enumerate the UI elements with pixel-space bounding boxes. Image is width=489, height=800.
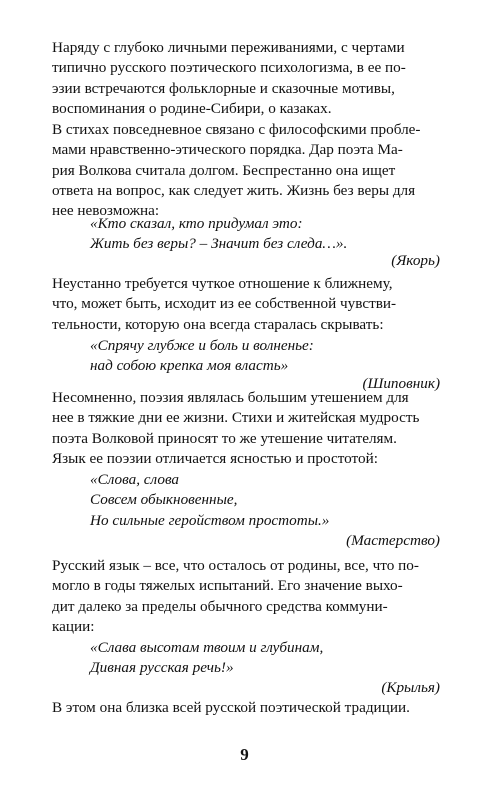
- quote-3: [90, 470, 329, 531]
- quote-2: [90, 336, 314, 377]
- text-line: Язык ее поэзии отличается ясностью и простотой:: [52, 449, 378, 467]
- text-line: Несомненно, поэзия являлась большим утешением для: [52, 389, 409, 406]
- paragraph-6: [52, 698, 440, 718]
- quote-line: Жить без веры? – Значит без следа…».: [90, 235, 348, 253]
- quote-line: над собою крепка моя власть»: [90, 357, 289, 375]
- text-line: что, может быть, исходит из ее собственной чувстви-: [52, 295, 397, 313]
- text-line: В этом она близка всей русской поэтической традиции.: [52, 699, 410, 716]
- text-line: воспоминания о родине-Сибири, о казаках.: [52, 99, 332, 117]
- text-line: Наряду с глубоко личными переживаниями, с чертами: [52, 39, 405, 56]
- text-line: мами нравственно-этического порядка. Дар поэта Ма-: [52, 141, 403, 159]
- quote-line: Совсем обыкновенные,: [90, 491, 238, 509]
- text-line: кации:: [52, 617, 95, 635]
- quote-source-1: (Якорь): [391, 252, 440, 269]
- quote-line: «Слова, слова: [90, 471, 180, 488]
- paragraph-2: [52, 120, 440, 221]
- page-number: 9: [240, 745, 249, 764]
- quote-source-3: (Мастерство): [346, 532, 440, 549]
- paragraph-5: [52, 556, 440, 637]
- text-line: нее в тяжкие дни ее жизни. Стихи и житейская мудрость: [52, 409, 420, 427]
- text-line: рия Волкова считала долгом. Беспрестанно она ищет: [52, 161, 396, 179]
- quote-line: Но сильные геройством простоты.»: [90, 511, 330, 529]
- text-line: типично русского поэтического психологизма, в ее по-: [52, 59, 406, 77]
- text-line: эзии встречаются фольклорные и сказочные мотивы,: [52, 79, 395, 97]
- text-line: Неустанно требуется чуткое отношение к ближнему,: [52, 275, 393, 292]
- text-line: могло в годы тяжелых испытаний. Его значение выхо-: [52, 577, 403, 595]
- quote-4: [90, 638, 323, 679]
- quote-1: [90, 214, 347, 255]
- text-line: В стихах повседневное связано с философскими пробле-: [52, 121, 421, 138]
- text-line: дит далеко за пределы обычного средства коммуни-: [52, 597, 388, 615]
- paragraph-1: [52, 38, 440, 119]
- quote-line: «Кто сказал, кто придумал это:: [90, 215, 303, 232]
- text-line: Русский язык – все, что осталось от родины, все, что по-: [52, 557, 419, 574]
- quote-line: «Слава высотам твоим и глубинам,: [90, 639, 324, 656]
- paragraph-4: [52, 388, 440, 469]
- quote-source-2: (Шиповник): [362, 375, 440, 392]
- text-line: ответа на вопрос, как следует жить. Жизнь без веры для: [52, 181, 416, 199]
- text-line: нее невозможна:: [52, 202, 160, 220]
- text-line: поэта Волковой приносят то же утешение читателям.: [52, 429, 397, 447]
- quote-source-4: (Крылья): [381, 679, 440, 696]
- quote-line: «Спрячу глубже и боль и волненье:: [90, 337, 314, 354]
- quote-line: Дивная русская речь!»: [90, 659, 234, 677]
- paragraph-3: [52, 274, 440, 335]
- text-line: тельности, которую она всегда старалась скрывать:: [52, 315, 384, 333]
